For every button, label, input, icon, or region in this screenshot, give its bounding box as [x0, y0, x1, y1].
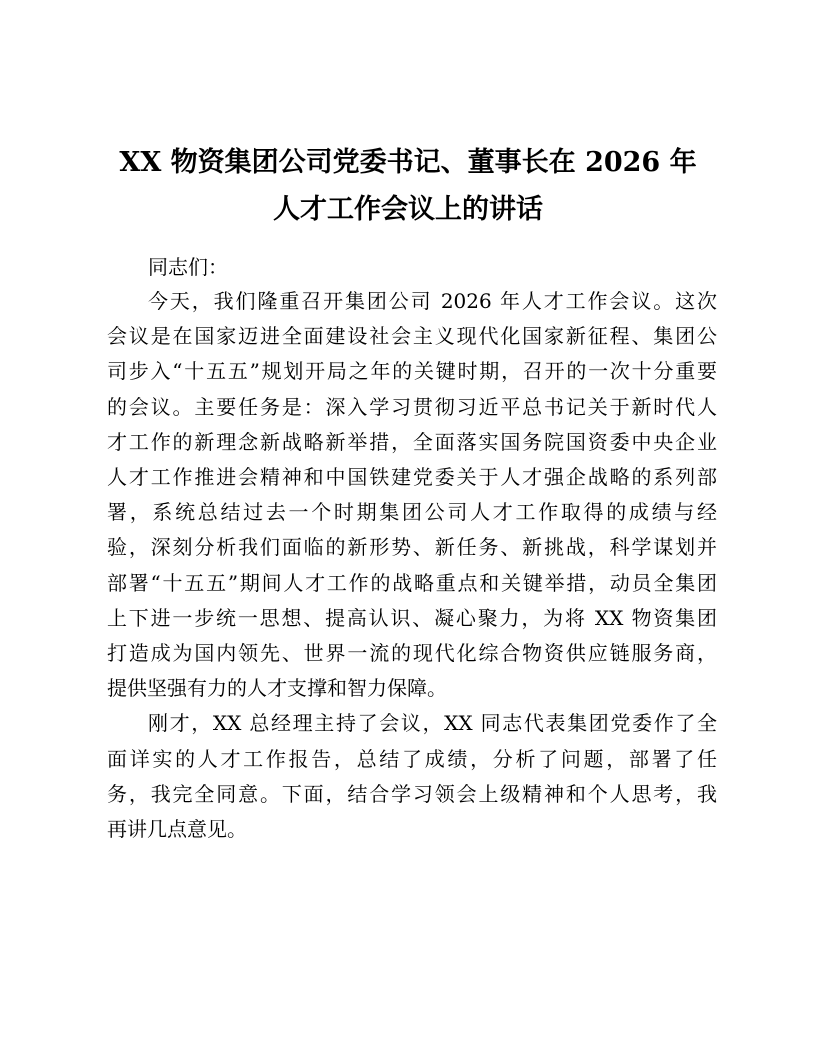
paragraph-1-line-2: 会议是在国家迈进全面建设社会主义现代化国家新征程、集团公	[107, 324, 717, 348]
paragraph-2-line-2: 面详实的人才工作报告，总结了成绩，分析了问题，部署了任	[107, 747, 717, 771]
paragraph-1-line-12: 提供坚强有力的人才支撑和智力保障。	[107, 676, 447, 700]
document-title-line-2: 人才工作会议上的讲话	[273, 194, 543, 225]
paragraph-1-line-4: 的会议。主要任务是：深入学习贯彻习近平总书记关于新时代人	[107, 395, 717, 419]
paragraph-1-line-6: 人才工作推进会精神和中国铁建党委关于人才强企战略的系列部	[107, 465, 717, 489]
paragraph-1-line-7: 署，系统总结过去一个时期集团公司人才工作取得的成绩与经	[107, 500, 717, 524]
salutation: 同志们：	[148, 255, 228, 279]
paragraph-1-line-3: 司步入“十五五”规划开局之年的关键时期，召开的一次十分重要	[107, 359, 717, 383]
paragraph-1-line-1: 今天，我们隆重召开集团公司 2026 年人才工作会议。这次	[148, 289, 717, 313]
paragraph-1-line-8: 验，深刻分析我们面临的新形势、新任务、新挑战，科学谋划并	[107, 535, 717, 559]
paragraph-1-line-10: 上下进一步统一思想、提高认识、凝心聚力，为将 XX 物资集团	[107, 606, 717, 630]
paragraph-2-line-1: 刚才，XX 总经理主持了会议，XX 同志代表集团党委作了全	[148, 711, 717, 735]
paragraph-2-line-4: 再讲几点意见。	[107, 817, 247, 841]
document-title-line-1: XX 物资集团公司党委书记、董事长在 2026 年	[119, 147, 697, 178]
paragraph-2-line-3: 务，我完全同意。下面，结合学习领会上级精神和个人思考，我	[107, 782, 717, 806]
paragraph-1-line-11: 打造成为国内领先、世界一流的现代化综合物资供应链服务商，	[107, 641, 717, 665]
paragraph-1-line-5: 才工作的新理念新战略新举措，全面落实国务院国资委中央企业	[107, 430, 717, 454]
paragraph-1-line-9: 部署“十五五”期间人才工作的战略重点和关键举措，动员全集团	[107, 571, 717, 595]
